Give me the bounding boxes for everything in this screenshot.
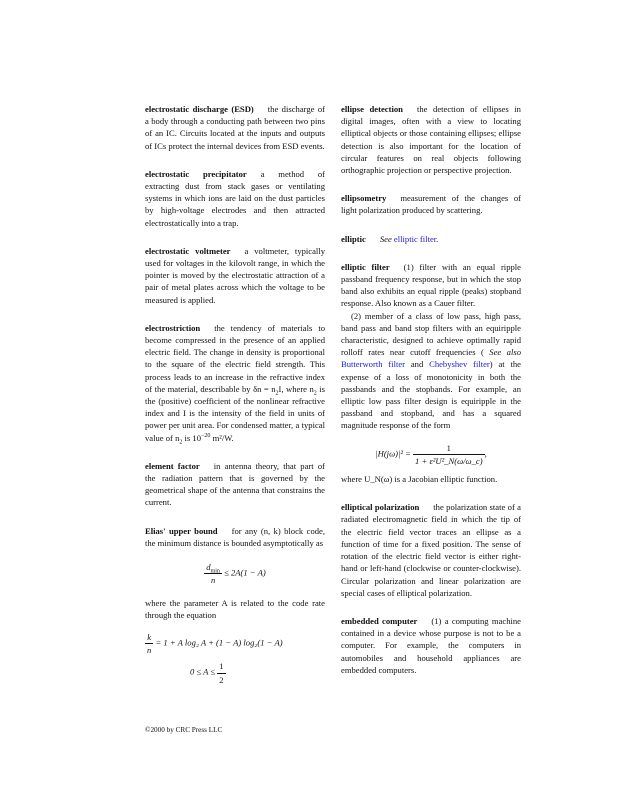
- definition: is the (positive) coefficient of the nonlinear refractive index and I is the intensity of the field in units of power per unit area. For condensed matter, a typical value of n: [145, 383, 325, 443]
- term: element factor: [145, 460, 200, 471]
- definition: a voltmeter, typically used for voltages in the kilovolt range, in which the pointer is moved by the electrostatic attraction of a pair of metal plates across which the voltage to be measured is applied.: [145, 245, 326, 305]
- link-elliptic-filter[interactable]: elliptic filter: [393, 233, 437, 244]
- entry-element-factor: [145, 460, 325, 509]
- definition: for any (n, k) block code, the minimum distance is bounded asymptotically as: [145, 525, 325, 548]
- equation-range: [190, 660, 325, 685]
- term: electrostriction: [145, 322, 201, 333]
- entry-precipitator: [145, 168, 325, 229]
- subscript: 2: [179, 439, 183, 446]
- punctuation: .: [436, 233, 439, 244]
- definition: I, where n: [278, 383, 314, 394]
- term: electrostatic voltmeter: [145, 245, 231, 256]
- entry-ellipsometry: [341, 192, 521, 216]
- conjunction: and: [410, 359, 424, 370]
- numerator: d: [206, 562, 211, 573]
- term: electrostatic discharge (ESD): [145, 104, 254, 114]
- punctuation: ,: [484, 448, 487, 459]
- term: ellipsometry: [341, 193, 387, 204]
- definition: the discharge of a body through a conducting path between two pins of an IC. Circuits located at the inputs and outputs of ICs protect the internal devices from ESD events.: [145, 104, 325, 151]
- entry-ellipse-detection: [341, 103, 521, 176]
- definition: the polarization state of a radiated electromagnetic field in which the tip of the electric field vector traces an ellipse as a function of time for a fixed position. The sense of rotation of the electric field vector is either right-hand or left-hand (clockwise or counter-clockwise). Circular polarization and linear polarization are special cases of elliptical polarization.: [341, 502, 522, 598]
- equation-lhs: 0 ≤ A ≤: [190, 666, 216, 677]
- term: embedded computer: [341, 615, 418, 626]
- definition: in antenna theory, that part of the radiation pattern that is governed by the geometrical shape of the antenna that constrains the current.: [145, 460, 325, 508]
- link-chebyshev-filter[interactable]: Chebyshev filter: [429, 359, 490, 370]
- definition: the tendency of materials to become compressed in the presence of an applied electric field. The change in density is proportional to the square of the electric field strength. This process leads to an increase in the refractive index of the material, describable by δn = n: [145, 322, 325, 394]
- exponent: −20: [201, 432, 211, 439]
- entry-elliptic-filter: [341, 261, 521, 485]
- definition: the detection of ellipses in digital images, often with a view to locating elliptical objects or those containing ellipses; ellipse detection is also important for the location of circular features on real objects following orthographic projection or perspective projection.: [341, 104, 521, 176]
- link-butterworth-filter[interactable]: Butterworth filter: [341, 359, 406, 370]
- denominator: 2: [219, 674, 224, 685]
- denominator: 1 + ε²U²_N(ω/ω_c): [415, 455, 483, 466]
- denominator: n: [210, 575, 216, 586]
- term: elliptical polarization: [341, 502, 420, 513]
- entry-elliptical-polarization: [341, 501, 521, 599]
- equation-rhs: ≤ 2A(1 − A): [224, 567, 266, 578]
- see-label: See: [379, 233, 392, 244]
- subscript: 2: [275, 390, 279, 397]
- definition: is 10: [184, 432, 202, 443]
- equation-code-rate: [145, 631, 325, 656]
- copyright-footer: ©2000 by CRC Press LLC: [145, 726, 223, 734]
- definition: a method of extracting dust from stack gases or ventilating systems in which ions are laid on the dust particles by high-voltage electrodes and then attracted electrostatically into a trap.: [145, 168, 325, 228]
- entry-elliptic: [341, 233, 521, 245]
- term: Elias' upper bound: [145, 525, 218, 536]
- left-column: [145, 103, 325, 686]
- definition: (1) a computing machine contained in a device whose purpose is not to be a computer. For example, the computers in automobiles and household appliances are embedded computers.: [341, 615, 521, 675]
- numerator: k: [145, 631, 153, 644]
- denominator: n: [147, 645, 152, 656]
- equation-lhs: |H(jω)|² =: [375, 448, 411, 459]
- right-column: [341, 103, 521, 692]
- entry-electrostriction: [145, 322, 325, 444]
- definition: m²/W.: [212, 432, 234, 443]
- term: electrostatic precipitator: [145, 168, 247, 179]
- numerator: 1: [413, 442, 485, 455]
- equation-magnitude-response: [341, 442, 521, 467]
- definition: (1) filter with an equal ripple passband frequency response, but in which the stop band also exhibits an equal ripple (peaks) stopband response. Also known as a Cauer filter.: [341, 261, 521, 309]
- term: elliptic filter: [341, 261, 390, 272]
- definition: (2) member of a class of low pass, high pass, band pass and band stop filters with an equiripple characteristic, designed to achieve optimally rapid rolloff rates near cutoff frequencies (: [341, 310, 521, 358]
- entry-elias: [145, 525, 325, 686]
- subscript: min: [210, 568, 220, 575]
- entry-esd: [145, 103, 325, 152]
- entry-embedded-computer: [341, 615, 521, 676]
- definition: where U_N(ω) is a Jacobian elliptic function.: [341, 474, 498, 485]
- definition: ) at the expense of a loss of monotonicity in both the passbands and the stopbands. For example, an elliptic low pass filter design is equiripple in the passband and stopband, and has a squared magnitude response of the form: [341, 359, 521, 431]
- equation-elias-bound: [145, 561, 325, 586]
- term: ellipse detection: [341, 104, 403, 114]
- numerator: 1: [217, 660, 225, 673]
- term: elliptic: [341, 233, 366, 244]
- entry-voltmeter: [145, 245, 325, 306]
- equation-rhs: = 1 + A log₂ A + (1 − A) log₂(1 − A): [155, 637, 283, 648]
- see-also-label: See also: [489, 347, 521, 358]
- subscript: 2: [313, 390, 317, 397]
- definition: where the parameter A is related to the code rate through the equation: [145, 597, 325, 620]
- definition: measurement of the changes of light polarization produced by scattering.: [341, 193, 521, 216]
